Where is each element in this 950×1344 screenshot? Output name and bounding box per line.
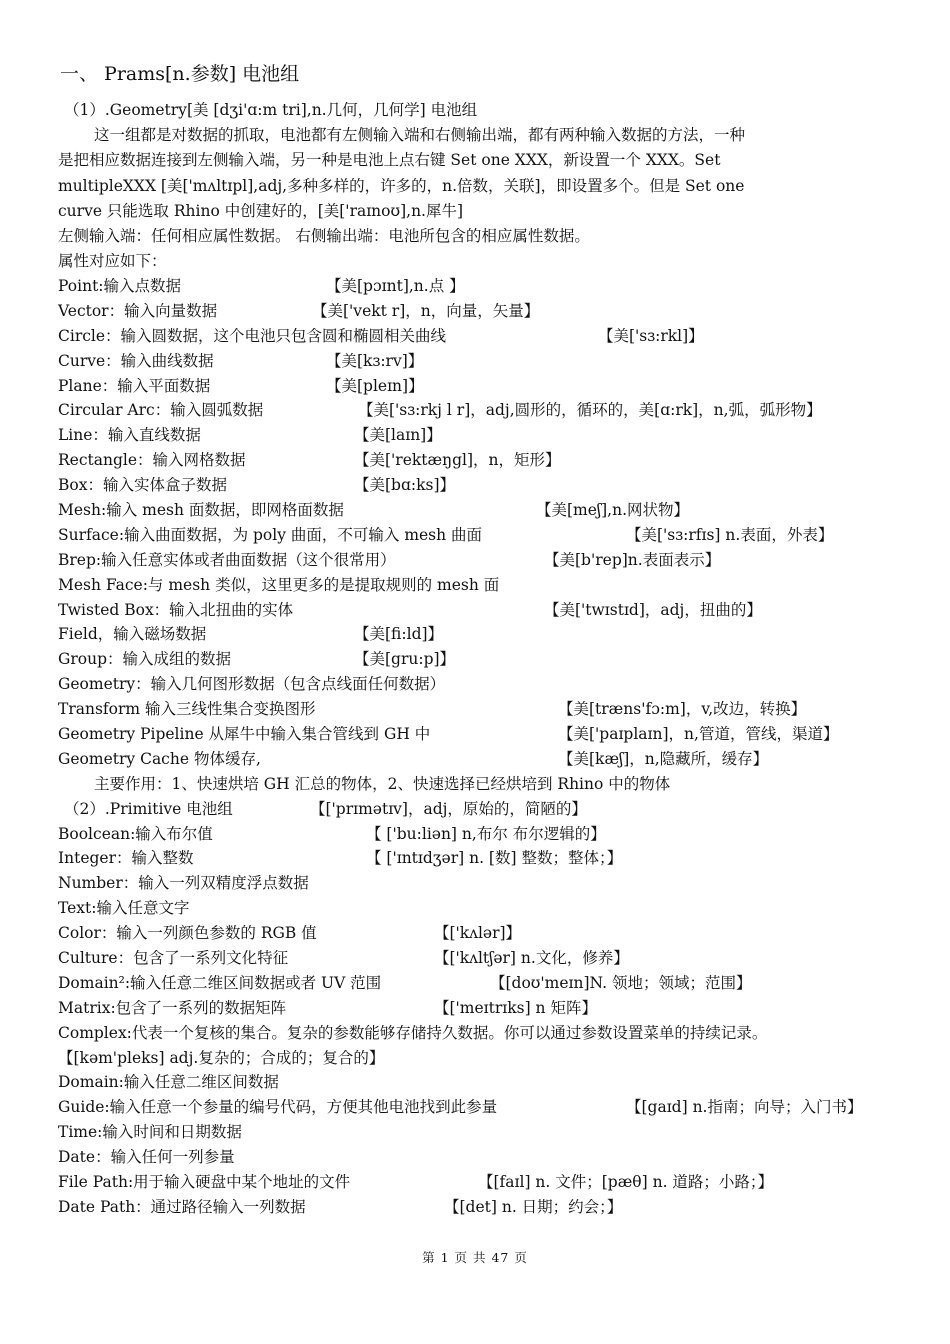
item-term: 【美[kɜ:rv]】 <box>326 351 424 370</box>
item-definition: Time:输入时间和日期数据 <box>58 1123 242 1142</box>
item-definition: File Path:用于输入硬盘中某个地址的文件 <box>58 1173 351 1192</box>
item-term: 【美['vekt r]，n，向量，矢量】 <box>312 301 540 320</box>
item-term: 【美['rektæŋgl]，n，矩形】 <box>354 451 561 470</box>
item-definition: Domain²:输入任意二维区间数据或者 UV 范围 <box>58 973 382 992</box>
item-term: 【美['paɪplaɪn]，n,管道，管线，渠道】 <box>558 725 839 743</box>
item-term: 【美[træns'fɔ:m]，v,改边，转换】 <box>558 700 807 719</box>
item-definition: Line：输入直线数据 <box>58 426 201 445</box>
item-definition: Group：输入成组的数据 <box>58 650 232 669</box>
item-definition: Box：输入实体盒子数据 <box>58 476 227 495</box>
list-item <box>58 697 898 722</box>
item-definition: Vector：输入向量数据 <box>58 301 218 320</box>
list-item <box>58 598 898 623</box>
list-item <box>58 871 898 896</box>
item-term: 【 ['ɪntɪdʒər] n. [数] 整数；整体；】 <box>366 849 623 868</box>
io-description: 左侧输入端：任何相应属性数据。 右侧输出端：电池所包含的相应属性数据。 <box>58 227 590 246</box>
item-definition: Geometry Cache 物体缓存, <box>58 749 261 768</box>
item-definition: Field，输入磁场数据 <box>58 625 207 644</box>
list-item <box>58 299 898 324</box>
list-item <box>58 1095 898 1120</box>
item-term: 【美[kæʃ]，n,隐藏所，缓存】 <box>558 749 769 768</box>
list-item <box>58 921 898 946</box>
list-item <box>58 1170 898 1195</box>
intro-line: multipleXXX [美['mʌltɪpl],adj,多种多样的，许多的，n.倍数，关联]，即设置多个。但是 Set one <box>58 176 745 195</box>
item-term: 【美['sɜ:rfɪs] n.表面，外表】 <box>626 525 834 544</box>
item-term: 【美['sɜ:rkj l r]，adj,圆形的，循环的，美[ɑ:rk]，n,弧，弧形物】 <box>358 401 822 420</box>
item-definition: Color：输入一列颜色参数的 RGB 值 <box>58 924 317 943</box>
attribute-header: 属性对应如下： <box>58 252 167 271</box>
item-definition: Transform 输入三线性集合变换图形 <box>58 700 316 719</box>
intro-line: 是把相应数据连接到左侧输入端，另一种是电池上点右键 Set one XXX，新设置一个 XXX。Set <box>58 151 721 170</box>
list-item <box>58 573 898 598</box>
list-item <box>58 672 898 697</box>
intro-line: curve 只能选取 Rhino 中创建好的，[美['raɪnoʊ],n.犀牛] <box>58 201 464 220</box>
list-item <box>58 1046 898 1071</box>
item-definition: Twisted Box：输入北扭曲的实体 <box>58 600 294 619</box>
list-item <box>58 1120 898 1145</box>
item-definition: Rectangle：输入网格数据 <box>58 451 246 470</box>
item-definition: Text:输入任意文字 <box>58 899 190 918</box>
list-item <box>58 423 898 448</box>
item-definition: Mesh:输入 mesh 面数据，即网格面数据 <box>58 500 344 519</box>
main-use-note: 主要作用：1、快速烘培 GH 汇总的物体，2、快速选择已经烘培到 Rhino 中的物体 <box>94 774 671 793</box>
page-footer: 第 1 页 共 47 页 <box>422 1250 528 1265</box>
item-definition: Date：输入任何一列参量 <box>58 1148 235 1167</box>
section1-attribute-list <box>58 274 898 772</box>
item-term: 【['kʌlər]】 <box>434 924 522 943</box>
list-item <box>58 1070 898 1095</box>
item-term: 【美[bɑ:ks]】 <box>354 476 456 495</box>
section1-intro <box>58 123 898 224</box>
section2-heading-term: 【['prɪmətɪv]，adj，原始的，简陋的】 <box>310 799 587 818</box>
item-term: 【 ['bu:liən] n,布尔 布尔逻辑的】 <box>366 824 606 843</box>
item-term: 【美[meʃ],n.网状物】 <box>536 500 690 519</box>
item-definition: Curve：输入曲线数据 <box>58 351 214 370</box>
item-definition: Complex:代表一个复核的集合。复杂的参数能够存储持久数据。你可以通过参数设置菜单的持续记录。 <box>58 1023 768 1042</box>
list-item <box>58 274 898 299</box>
item-definition: 【[kəm'pleks] adj.复杂的；合成的；复合的】 <box>58 1048 385 1067</box>
list-item <box>58 498 898 523</box>
item-term: 【[gaɪd] n.指南；向导；入门书】 <box>626 1098 863 1117</box>
list-item <box>58 647 898 672</box>
list-item <box>58 448 898 473</box>
list-item <box>58 374 898 399</box>
item-term: 【['kʌltʃər] n.文化，修养】 <box>434 949 629 968</box>
item-term: 【[doʊ'meɪn]N. 领地；领域；范围】 <box>490 973 752 992</box>
section2-attribute-list <box>58 822 898 1220</box>
list-item <box>58 1145 898 1170</box>
item-definition: Matrix:包含了一系列的数据矩阵 <box>58 998 287 1017</box>
item-definition: Circle：输入圆数据，这个电池只包含圆和椭圆相关曲线 <box>58 326 447 345</box>
list-item <box>58 473 898 498</box>
item-term: 【[faɪl] n. 文件；[pæθ] n. 道路；小路；】 <box>478 1173 774 1192</box>
list-item <box>58 722 898 747</box>
list-item <box>58 523 898 548</box>
item-definition: Surface:输入曲面数据，为 poly 曲面，不可输入 mesh 曲面 <box>58 525 483 544</box>
item-definition: Brep:输入任意实体或者曲面数据（这个很常用） <box>58 550 396 569</box>
list-item <box>58 996 898 1021</box>
item-definition: Culture：包含了一系列文化特征 <box>58 949 289 968</box>
item-definition: Geometry Pipeline 从犀牛中输入集合管线到 GH 中 <box>58 725 431 743</box>
section2-heading: （2）.Primitive 电池组 <box>64 799 233 818</box>
list-item <box>58 846 898 871</box>
list-item <box>58 747 898 772</box>
list-item <box>58 324 898 349</box>
item-definition: Integer：输入整数 <box>58 849 194 868</box>
section2-heading-row <box>58 797 898 822</box>
item-definition: Date Path：通过路径输入一列数据 <box>58 1197 306 1216</box>
chapter-title: 一、 Prams[n.参数] 电池组 <box>60 63 300 85</box>
item-term: 【美[gru:p]】 <box>354 650 456 669</box>
item-definition: Geometry：输入几何图形数据（包含点线面任何数据） <box>58 675 446 694</box>
list-item <box>58 971 898 996</box>
list-item <box>58 946 898 971</box>
item-term: 【['meɪtrɪks] n 矩阵】 <box>434 998 597 1017</box>
item-definition: Number：输入一列双精度浮点数据 <box>58 874 309 893</box>
item-definition: Boolcean:输入布尔值 <box>58 824 213 843</box>
item-definition: Circular Arc：输入圆弧数据 <box>58 401 264 420</box>
item-term: 【美[b'rep]n.表面表示】 <box>544 550 721 569</box>
list-item <box>58 349 898 374</box>
document-body <box>58 62 898 1220</box>
list-item <box>58 548 898 573</box>
item-definition: Plane：输入平面数据 <box>58 376 211 395</box>
list-item <box>58 1195 898 1220</box>
item-definition: Guide:输入任意一个参量的编号代码，方便其他电池找到此参量 <box>58 1098 498 1117</box>
item-definition: Point:输入点数据 <box>58 276 182 295</box>
item-term: 【美[fi:ld]】 <box>354 625 444 644</box>
item-term: 【美['sɜ:rkl]】 <box>598 326 704 345</box>
item-term: 【美['twɪstɪd]，adj，扭曲的】 <box>544 600 762 619</box>
list-item <box>58 822 898 847</box>
section1-heading: （1）.Geometry[美 [dʒi'ɑ:m tri],n.几何，几何学] 电池组 <box>64 101 478 119</box>
item-definition: Mesh Face:与 mesh 类似，这里更多的是提取规则的 mesh 面 <box>58 575 500 594</box>
item-term: 【美[pleɪn]】 <box>326 376 424 395</box>
list-item <box>58 622 898 647</box>
list-item <box>58 896 898 921</box>
list-item <box>58 398 898 423</box>
item-term: 【美[pɔɪnt],n.点 】 <box>326 276 465 295</box>
item-term: 【[det] n. 日期；约会；】 <box>444 1197 623 1216</box>
item-term: 【美[laɪn]】 <box>354 426 442 445</box>
item-definition: Domain:输入任意二维区间数据 <box>58 1073 279 1092</box>
list-item <box>58 1021 898 1046</box>
intro-line: 这一组都是对数据的抓取，电池都有左侧输入端和右侧输出端，都有两种输入数据的方法，一种 <box>94 126 746 144</box>
